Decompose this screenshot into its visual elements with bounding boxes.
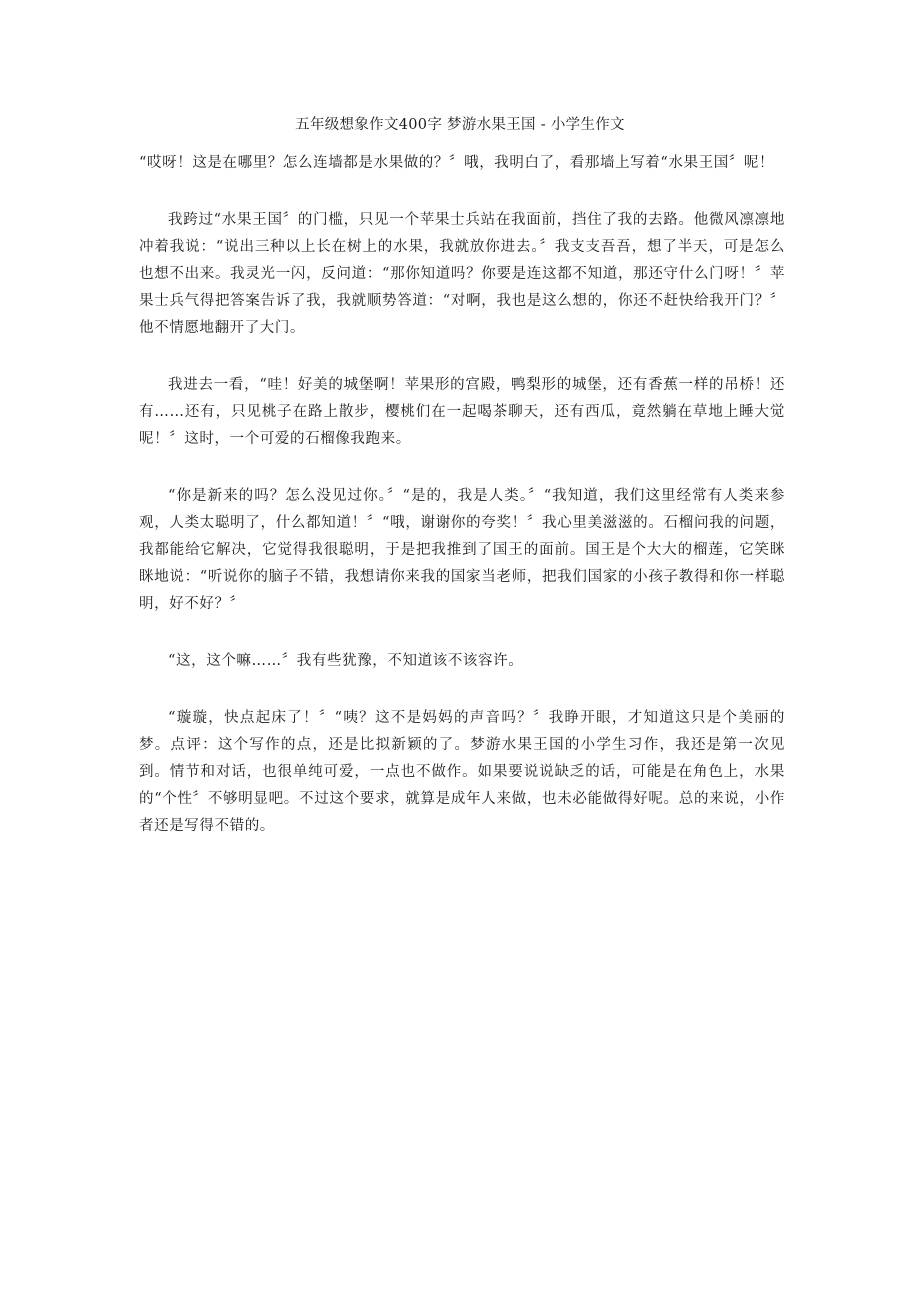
paragraph-1: “哎呀！这是在哪里？怎么连墙都是水果做的？〞哦，我明白了，看那墙上写着“水果王国〞呢！ xyxy=(139,155,775,171)
document-body xyxy=(139,150,785,870)
paragraph-4: “你是新来的吗？怎么没见过你。〞“是的，我是人类。〞“我知道，我们这里经常有人类来参观，人类太聪明了，什么都知道！〞“哦，谢谢你的夸奖！〞我心里美滋滋的。石榴问我的问题，我都能给它解决，它觉得我很聪明，于是把我推到了国王的面前。国王是个大大的榴莲，它笑眯眯地说：“听说你的脑子不错，我想请你来我的国家当老师，把我们国家的小孩子教得和你一样聪明，好不好？〞 xyxy=(139,488,785,612)
document-title: 五年级想象作文400字 梦游水果王国 - 小学生作文 xyxy=(295,117,625,133)
paragraph-5: “这，这个嘛……〞我有些犹豫，不知道该不该容许。 xyxy=(168,653,524,669)
paragraph-2: 我跨过“水果王国〞的门槛，只见一个苹果士兵站在我面前，挡住了我的去路。他微风凛凛地冲着我说：“说出三种以上长在树上的水果，我就放你进去。〞我支支吾吾，想了半天，可是怎么也想不出来。我灵光一闪，反问道：“那你知道吗？你要是连这都不知道，那还守什么门呀！〞苹果士兵气得把答案告诉了我，我就顺势答道：“对啊，我也是这么想的，你还不赶快给我开门？〞他不情愿地翻开了大门。 xyxy=(139,212,785,336)
paragraph-6: “璇璇，快点起床了！〞“咦？这不是妈妈的声音吗？〞我睁开眼，才知道这只是个美丽的梦。点评：这个写作的点，还是比拟新颖的了。梦游水果王国的小学生习作，我还是第一次见到。情节和对话，也很单纯可爱，一点也不做作。如果要说说缺乏的话，可能是在角色上，水果的“个性〞不够明显吧。不过这个要求，就算是成年人来做，也未必能做得好呢。总的来说，小作者还是写得不错的。 xyxy=(139,710,785,834)
paragraph-3: 我进去一看，“哇！好美的城堡啊！苹果形的宫殿，鸭梨形的城堡，还有香蕉一样的吊桥！还有……还有，只见桃子在路上散步，樱桃们在一起喝茶聊天，还有西瓜，竟然躺在草地上睡大觉呢！〞这时，一个可爱的石榴像我跑来。 xyxy=(139,377,785,447)
